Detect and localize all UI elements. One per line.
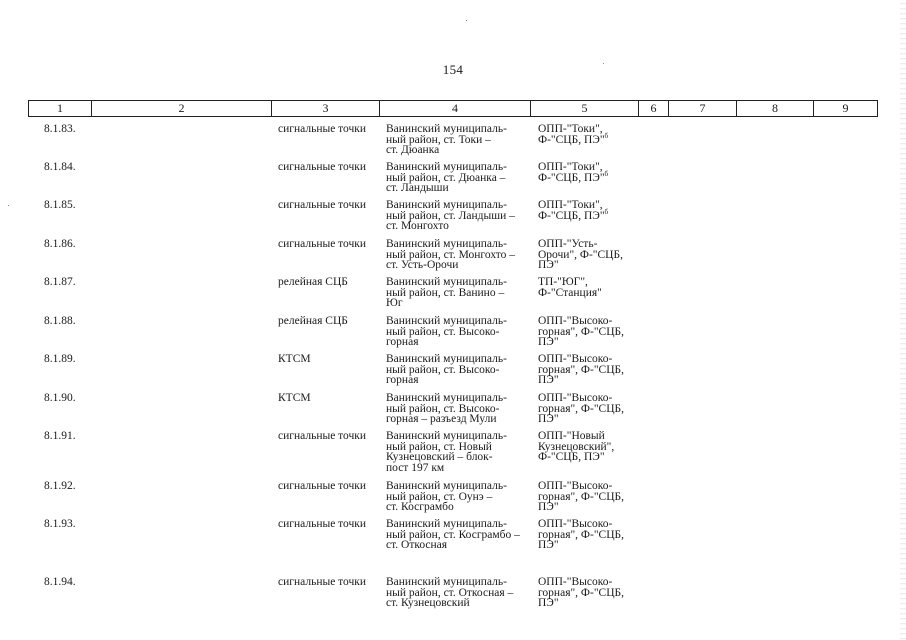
power-source [538, 239, 640, 271]
column-header-2: 2 [92, 101, 272, 117]
scan-edge [900, 0, 906, 640]
power-source-text: ОПП-"Токи", Ф-"СЦБ, ПЭ" [538, 123, 605, 146]
column-header-4: 4 [380, 101, 531, 117]
power-source [538, 354, 640, 386]
footnote-mark: б [604, 207, 609, 216]
object-type: релейная СЦБ [278, 315, 348, 327]
object-type: КТСМ [278, 353, 311, 365]
power-source [538, 393, 640, 425]
object-location: Ванинский муниципаль- ный район, ст. Дюанка – ст. Ландыши [386, 161, 507, 194]
row-number: 8.1.91. [44, 430, 76, 442]
row-number: 8.1.87. [44, 276, 76, 288]
power-source [538, 577, 640, 609]
object-type: сигнальные точки [278, 518, 367, 530]
power-source [538, 277, 640, 298]
object-type: сигнальные точки [278, 430, 367, 442]
power-source-text: ОПП-"Токи", Ф-"СЦБ, ПЭ" [538, 161, 605, 184]
object-type: сигнальные точки [278, 199, 367, 211]
scan-speck [466, 20, 467, 21]
object-type: сигнальные точки [278, 123, 367, 135]
object-location: Ванинский муниципаль- ный район, ст. Ландыши – ст. Монгохто [386, 199, 515, 232]
row-number: 8.1.88. [44, 315, 76, 327]
object-location: Ванинский муниципаль- ный район, ст. Высоко- горная – разъезд Мули [386, 392, 507, 425]
row-number: 8.1.84. [44, 161, 76, 173]
object-location: Ванинский муниципаль- ный район, ст. Ванино – Юг [386, 276, 507, 309]
power-source [538, 162, 640, 183]
object-type: КТСМ [278, 392, 311, 404]
power-source-text: ОПП-"Токи", Ф-"СЦБ, ПЭ" [538, 199, 605, 222]
object-location: Ванинский муниципаль- ный район, ст. Монгохто – ст. Усть-Орочи [386, 238, 516, 271]
column-header-6: 6 [639, 101, 669, 117]
power-source-text: ОПП-"Новый Кузнецовский", Ф-"СЦБ, ПЭ" [538, 430, 615, 463]
object-location: Ванинский муниципаль- ный район, ст. Токи – ст. Дюанка [386, 123, 507, 156]
object-location: Ванинский муниципаль- ный район, ст. Новый Кузнецовский – блок- пост 197 км [386, 430, 507, 474]
column-header-5: 5 [531, 101, 639, 117]
power-source-text: ОПП-"Усть- Орочи", Ф-"СЦБ, ПЭ" [538, 238, 623, 271]
object-location: Ванинский муниципаль- ный район, ст. Высоко- горная [386, 353, 507, 386]
power-source [538, 316, 640, 348]
footnote-mark: б [604, 169, 609, 178]
object-location: Ванинский муниципаль- ный район, ст. Оунэ – ст. Косграмбо [386, 480, 507, 513]
column-header-9: 9 [814, 101, 878, 117]
power-source-text: ОПП-"Высоко- горная", Ф-"СЦБ, ПЭ" [538, 518, 624, 551]
row-number: 8.1.83. [44, 123, 76, 135]
power-source [538, 124, 640, 145]
page-number: 154 [442, 62, 464, 77]
object-location: Ванинский муниципаль- ный район, ст. Высоко- горная [386, 315, 507, 348]
scan-speck [8, 205, 9, 206]
column-header-7: 7 [669, 101, 737, 117]
row-number: 8.1.85. [44, 199, 76, 211]
power-source-text: ОПП-"Высоко- горная", Ф-"СЦБ, ПЭ" [538, 392, 624, 425]
object-type: сигнальные точки [278, 238, 367, 250]
object-location: Ванинский муниципаль- ный район, ст. Откосная – ст. Кузнецовский [386, 576, 514, 609]
power-source-text: ОПП-"Высоко- горная", Ф-"СЦБ, ПЭ" [538, 576, 624, 609]
object-type: релейная СЦБ [278, 276, 348, 288]
object-type: сигнальные точки [278, 480, 367, 492]
row-number: 8.1.93. [44, 518, 76, 530]
row-number: 8.1.94. [44, 576, 76, 588]
power-source [538, 200, 640, 221]
row-number: 8.1.92. [44, 480, 76, 492]
power-source [538, 481, 640, 513]
object-type: сигнальные точки [278, 576, 367, 588]
power-source-text: ТП-"ЮГ", Ф-"Станция" [538, 276, 602, 299]
column-header-3: 3 [272, 101, 380, 117]
column-header-8: 8 [737, 101, 814, 117]
scan-speck [603, 63, 604, 64]
power-source-text: ОПП-"Высоко- горная", Ф-"СЦБ, ПЭ" [538, 353, 624, 386]
row-number: 8.1.89. [44, 353, 76, 365]
footnote-mark: б [604, 131, 609, 140]
power-source [538, 519, 640, 551]
power-source-text: ОПП-"Высоко- горная", Ф-"СЦБ, ПЭ" [538, 315, 624, 348]
object-type: сигнальные точки [278, 161, 367, 173]
object-location: Ванинский муниципаль- ный район, ст. Косграмбо – ст. Откосная [386, 518, 520, 551]
row-number: 8.1.86. [44, 238, 76, 250]
power-source [538, 431, 640, 463]
row-number: 8.1.90. [44, 392, 76, 404]
column-header-1: 1 [29, 101, 92, 117]
power-source-text: ОПП-"Высоко- горная", Ф-"СЦБ, ПЭ" [538, 480, 624, 513]
